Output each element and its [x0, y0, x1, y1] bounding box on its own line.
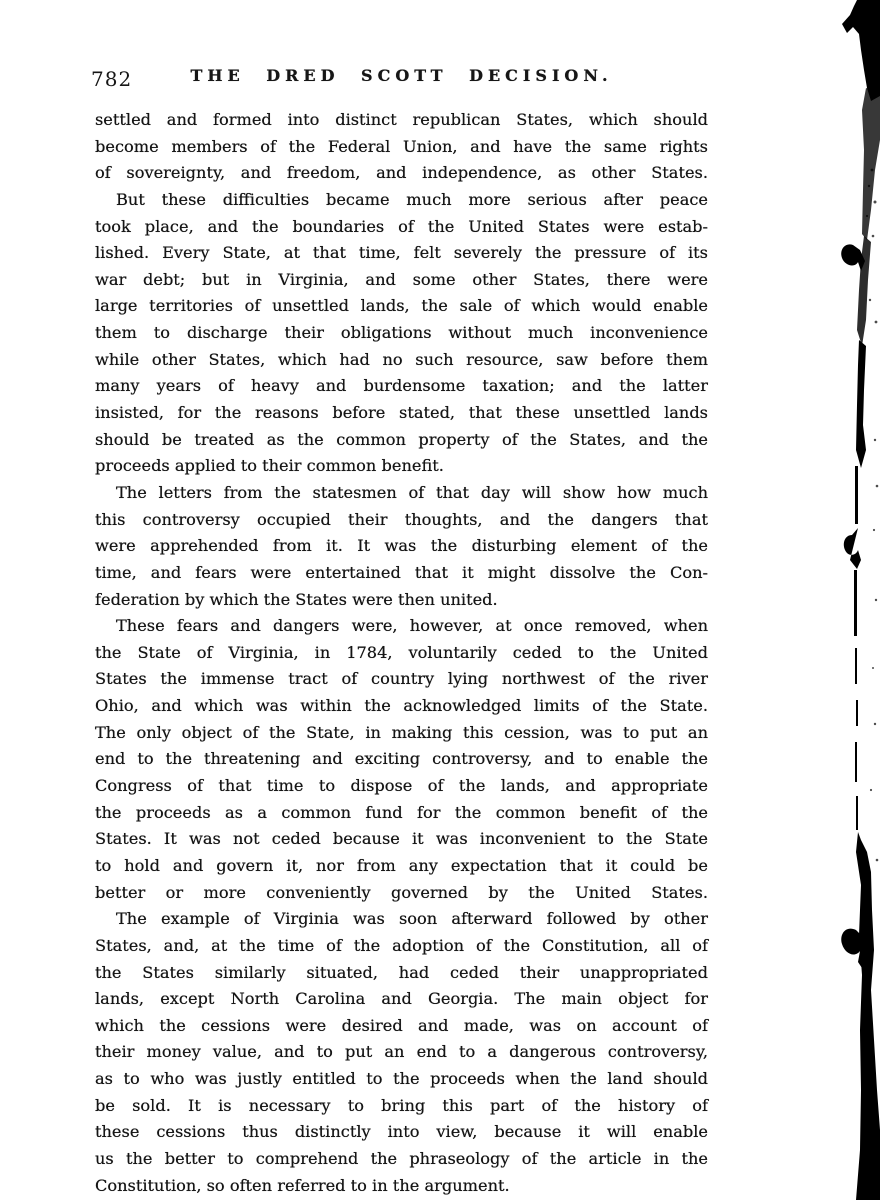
body-line: the State of Virginia, in 1784, voluntarily ceded to the United: [95, 642, 708, 662]
body-text: [95, 107, 708, 1199]
body-line: Congress of that time to dispose of the lands, and appropriate: [95, 776, 708, 796]
running-title: THE DRED SCOTT DECISION.: [190, 66, 613, 85]
body-line: lished. Every State, at that time, felt severely the pressure of its: [95, 243, 708, 263]
body-line: them to discharge their obligations without much inconvenience: [95, 323, 708, 343]
body-line: the proceeds as a common fund for the common benefit of the: [95, 802, 708, 822]
body-line: federation by which the States were then united.: [95, 589, 498, 609]
body-line: the States similarly situated, had ceded their unappropriated: [95, 962, 708, 982]
body-line: But these difficulties became much more serious after peace: [116, 189, 708, 209]
body-line: as to who was justly entitled to the proceeds when the land should: [95, 1069, 708, 1089]
body-line: become members of the Federal Union, and have the same rights: [95, 136, 708, 156]
page-header: [91, 64, 708, 94]
body-line: which the cessions were desired and made, was on account of: [95, 1015, 708, 1035]
body-line: be sold. It is necessary to bring this part of the history of: [95, 1095, 708, 1115]
body-line: settled and formed into distinct republican States, which should: [95, 110, 708, 129]
body-line: better or more conveniently governed by the United States.: [95, 882, 708, 902]
body-line: lands, except North Carolina and Georgia. The main object for: [95, 989, 708, 1009]
body-line: proceeds applied to their common benefit.: [95, 456, 444, 476]
body-line: Ohio, and which was within the acknowledged limits of the State.: [95, 696, 708, 716]
body-line: of sovereignty, and freedom, and independence, as other States.: [95, 163, 708, 183]
body-line: States. It was not ceded because it was inconvenient to the State: [95, 829, 708, 849]
body-line: insisted, for the reasons before stated, that these unsettled lands: [95, 403, 708, 423]
body-line: large territories of unsettled lands, the sale of which would enable: [95, 296, 708, 316]
page-number: 782: [91, 67, 133, 91]
body-line: this controversy occupied their thoughts, and the dangers that: [95, 509, 708, 529]
body-line: States the immense tract of country lying northwest of the river: [95, 669, 708, 689]
body-line: us the better to comprehend the phraseology of the article in the: [95, 1148, 708, 1168]
body-line: while other States, which had no such resource, saw before them: [95, 349, 708, 369]
body-line: to hold and govern it, nor from any expectation that it could be: [95, 855, 708, 875]
body-line: end to the threatening and exciting controversy, and to enable the: [95, 749, 708, 769]
body-line: Constitution, so often referred to in the argument.: [95, 1175, 510, 1195]
body-line: should be treated as the common property of the States, and the: [95, 429, 708, 449]
body-line: many years of heavy and burdensome taxation; and the latter: [95, 376, 708, 396]
body-line: were apprehended from it. It was the disturbing element of the: [95, 536, 708, 556]
body-line: time, and fears were entertained that it might dissolve the Con-: [95, 562, 708, 582]
body-line: took place, and the boundaries of the United States were estab-: [95, 216, 708, 236]
body-line: States, and, at the time of the adoption of the Constitution, all of: [95, 935, 708, 955]
body-line: their money value, and to put an end to a dangerous controversy,: [95, 1042, 708, 1062]
body-line: The only object of the State, in making this cession, was to put an: [95, 722, 708, 742]
body-line: The letters from the statesmen of that day will show how much: [116, 482, 708, 502]
body-line: These fears and dangers were, however, at once removed, when: [116, 616, 708, 636]
body-line: The example of Virginia was soon afterward followed by other: [116, 909, 708, 929]
body-line: war debt; but in Virginia, and some other States, there were: [95, 269, 708, 289]
body-line: these cessions thus distinctly into view, because it will enable: [95, 1122, 708, 1142]
